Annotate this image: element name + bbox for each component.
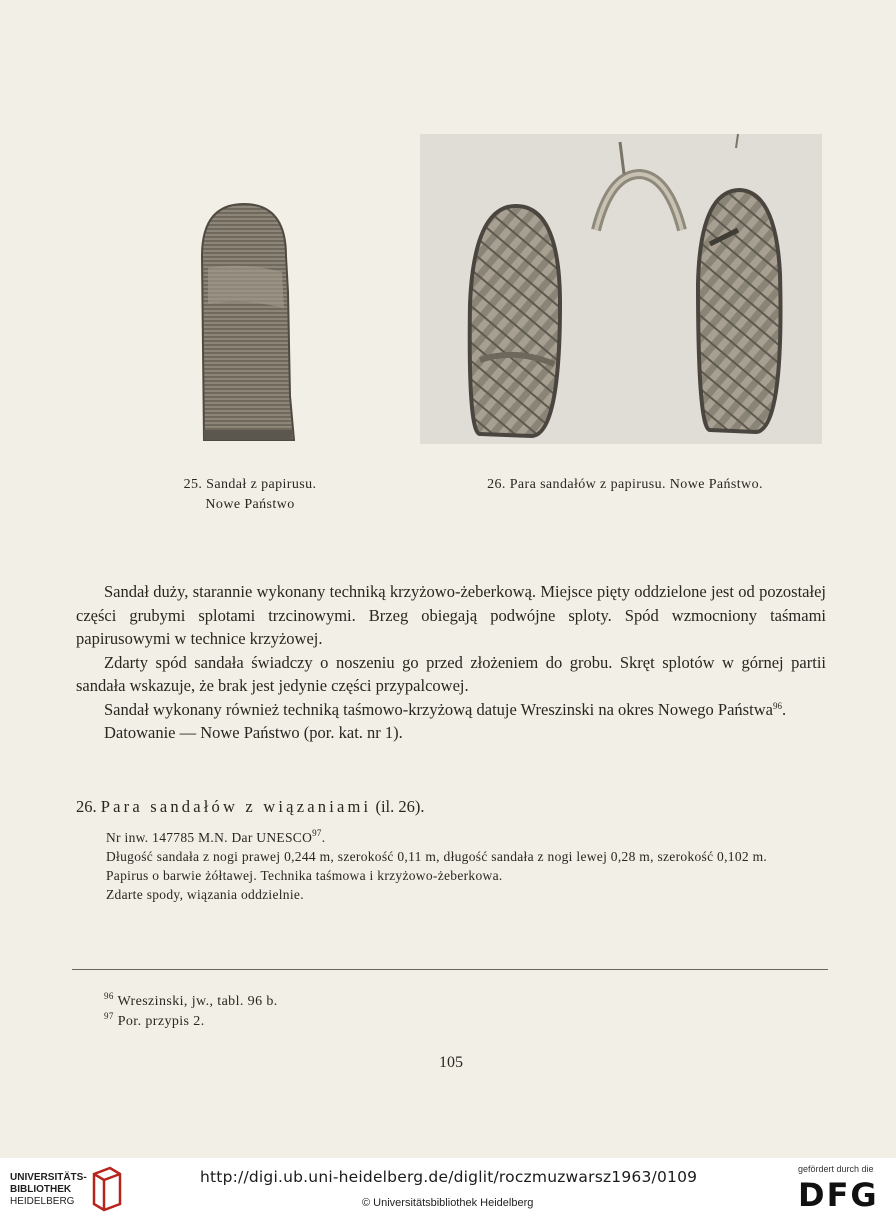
paragraph-period: . (781, 699, 787, 719)
entry-number: 26. (76, 797, 97, 816)
funder-note: gefördert durch die (798, 1164, 874, 1174)
caption-figure-25 (150, 475, 350, 515)
condition-line: Zdarte spody, wiązania oddzielnie. (106, 887, 304, 902)
footnote-divider (72, 969, 828, 970)
copyright-notice: © Universitätsbibliothek Heidelberg (362, 1197, 534, 1209)
figure-26-sandal-pair-photo (420, 134, 822, 444)
paragraph-dating-reference (76, 698, 826, 722)
permalink-url[interactable]: http://digi.ub.uni-heidelberg.de/diglit/roczmuzwarsz1963/0109 (200, 1168, 698, 1186)
entry-title: Para sandałów z wiązaniami (100, 797, 372, 816)
library-name[interactable] (10, 1172, 87, 1208)
inventory-line (106, 828, 826, 847)
footnote-text: Por. przypis 2. (117, 1014, 205, 1029)
figure-25-sandal-photo (194, 196, 300, 442)
footnote-text: Wreszinski, jw., tabl. 96 b. (117, 994, 278, 1009)
footnote-number: 96 (104, 991, 114, 1001)
material-line: Papirus o barwie żółtawej. Technika taśmowa i krzyżowo-żeberkowa. (106, 868, 503, 883)
dimensions-line: Długość sandała z nogi prawej 0,244 m, szerokość 0,11 m, długość sandała z nogi lewej 0,28 m, szerokość 0,102 m. (106, 849, 768, 864)
viewer-footer-bar (0, 1158, 896, 1220)
caption-25-line-2: Nowe Państwo (205, 497, 295, 512)
paragraph-dating: Datowanie — Nowe Państwo (por. kat. nr 1). (104, 723, 403, 742)
catalogue-entry-26-heading (76, 797, 425, 817)
footnote-97 (104, 1012, 278, 1032)
footnote-ref-96[interactable]: 96 (772, 700, 782, 711)
footnote-ref-97[interactable]: 97 (312, 828, 322, 838)
entry-illustration-ref: (il. 26). (375, 797, 425, 816)
dfg-logo[interactable]: DFG (798, 1176, 879, 1214)
footnote-number: 97 (104, 1011, 114, 1021)
inventory-period: . (321, 830, 326, 845)
library-name-line-2: BIBLIOTHEK (10, 1184, 72, 1195)
library-name-line-1: UNIVERSITÄTS- (10, 1172, 87, 1183)
library-logo-icon[interactable] (90, 1164, 124, 1212)
catalogue-entry-25-text (76, 580, 826, 745)
caption-25-line-1: 25. Sandał z papirusu. (183, 477, 317, 492)
paragraph-description: Sandał duży, starannie wykonany techniką krzyżowo-żeberkową. Miejsce pięty oddzielone jest od pozostałej części grubymi splotami trzcinowymi. Brzeg obiegają podwójne sploty. Spód wzmocniony taśmami papirusowymi w technice krzyżowej. (76, 582, 826, 648)
footnotes (104, 992, 278, 1032)
page-number: 105 (439, 1054, 463, 1071)
catalogue-entry-26-details (106, 828, 826, 904)
inventory-text: Nr inw. 147785 M.N. Dar UNESCO (106, 830, 313, 845)
paragraph-wear: Zdarty spód sandała świadczy o noszeniu go przed złożeniem do grobu. Skręt splotów w górnej partii sandała wskazuje, że brak jest jedynie części przypalcowej. (76, 652, 826, 695)
caption-figure-26: 26. Para sandałów z papirusu. Nowe Państwo. (487, 477, 763, 492)
paragraph-dating-reference-text: Sandał wykonany również techniką taśmowo-krzyżową datuje Wreszinski na okres Nowego Państwa (104, 699, 773, 719)
footnote-96 (104, 992, 278, 1012)
library-name-line-3: HEIDELBERG (10, 1196, 75, 1207)
